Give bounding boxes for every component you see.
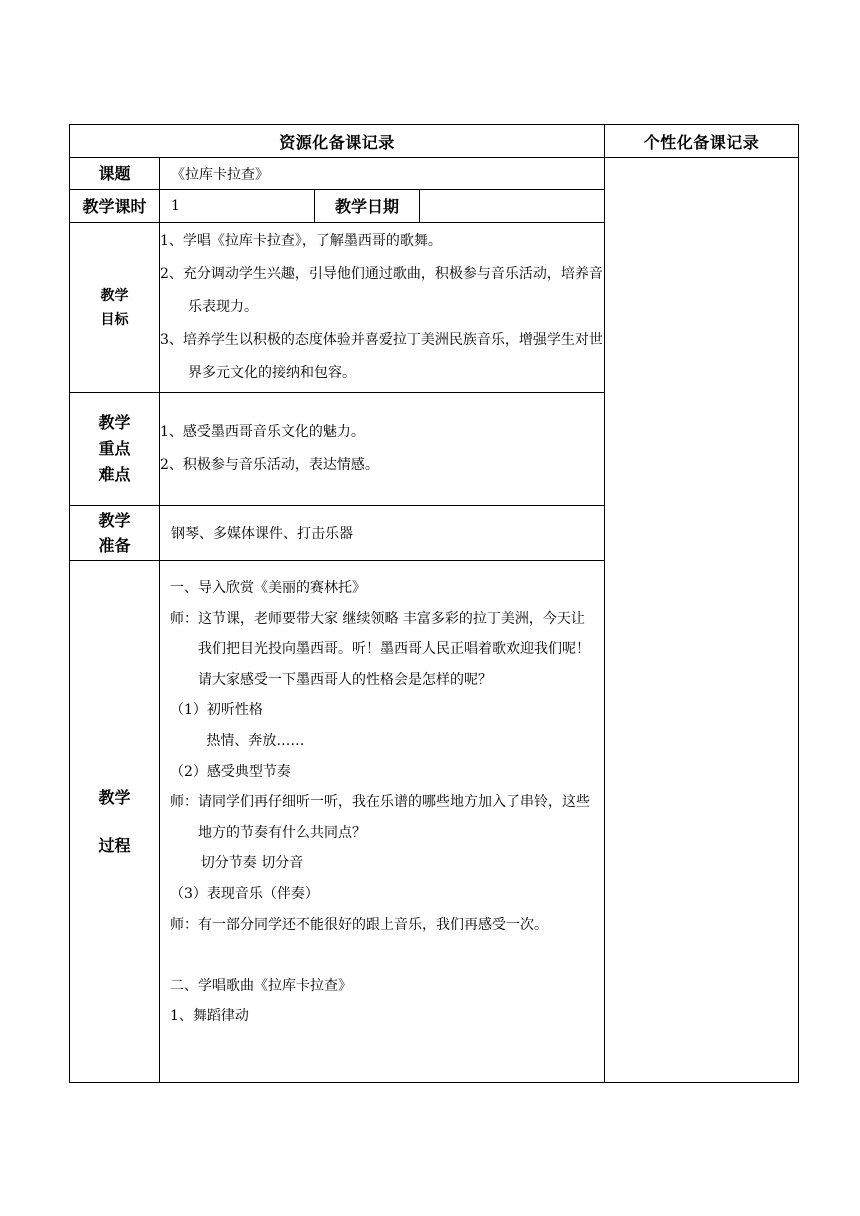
header-row <box>70 125 799 158</box>
key-point-item: 2、积极参与音乐活动，表达情感。 <box>160 457 379 473</box>
date-value <box>420 190 605 223</box>
process-line: （3）表现音乐（伴奏） <box>170 885 319 902</box>
prep-label-line2: 准备 <box>98 536 131 555</box>
key-points-content <box>160 393 605 506</box>
process-line: 师：这节课，老师要带大家 继续领略 丰富多彩的拉丁美洲，今天让我们把目光投向墨西哥。听！墨西哥人民正唱着歌欢迎我们呢！请大家感受一下墨西哥人的性格会是怎样的呢？ <box>170 610 590 688</box>
goals-label <box>70 223 160 393</box>
topic-row <box>70 158 799 190</box>
process-line: （2）感受典型节奏 <box>170 763 291 780</box>
date-label: 教学日期 <box>315 190 420 223</box>
prep-label-line1: 教学 <box>98 511 131 530</box>
key-points-label-line3: 难点 <box>98 465 131 484</box>
process-line: 1、舞蹈律动 <box>170 1008 249 1025</box>
process-line: 师：请同学们再仔细听一听，我在乐谱的哪些地方加入了串铃，这些地方的节奏有什么共同点？ <box>170 794 590 841</box>
goal-item: 3、培养学生以积极的态度体验并喜爱拉丁美洲民族音乐，增强学生对世界多元文化的接纳和包容。 <box>160 332 603 381</box>
process-line: （1）初听性格 <box>170 702 263 719</box>
key-points-label-line2: 重点 <box>98 439 131 458</box>
process-label-line2: 过程 <box>98 835 131 855</box>
process-content <box>160 561 605 1083</box>
goals-label-line1: 教学 <box>100 287 129 304</box>
process-line: 一、导入欣赏《美丽的赛林托》 <box>170 580 366 596</box>
personal-prep-header: 个性化备课记录 <box>605 125 799 158</box>
lesson-plan-table <box>69 124 799 1083</box>
process-label-line1: 教学 <box>98 787 131 807</box>
process-line: 二、学唱歌曲《拉库卡拉查》 <box>170 977 352 994</box>
goal-item: 2、充分调动学生兴趣，引导他们通过歌曲，积极参与音乐活动，培养音乐表现力。 <box>160 266 603 315</box>
personal-notes-area <box>605 158 799 1083</box>
process-label <box>70 561 160 1083</box>
goals-label-line2: 目标 <box>100 311 129 328</box>
topic-value: 《拉库卡拉查》 <box>160 158 605 190</box>
process-line: 切分节奏 切分音 <box>200 855 304 872</box>
topic-label: 课题 <box>70 158 160 190</box>
goal-item: 1、学唱《拉库卡拉查》，了解墨西哥的歌舞。 <box>160 233 442 249</box>
prep-value: 钢琴、多媒体课件、打击乐器 <box>160 506 605 561</box>
lesson-plan-sheet <box>69 124 798 1082</box>
goals-content <box>160 223 605 393</box>
hours-label: 教学课时 <box>70 190 160 223</box>
process-spacer <box>170 940 598 971</box>
prep-label <box>70 506 160 561</box>
key-points-label <box>70 393 160 506</box>
process-line: 师：有一部分同学还不能很好的跟上音乐，我们再感受一次。 <box>170 916 548 933</box>
resource-prep-header: 资源化备课记录 <box>70 125 605 158</box>
hours-value: 1 <box>160 190 315 223</box>
key-point-item: 1、感受墨西哥音乐文化的魅力。 <box>160 424 365 440</box>
key-points-label-line1: 教学 <box>98 413 131 432</box>
process-line: 热情、奔放…… <box>206 732 305 749</box>
